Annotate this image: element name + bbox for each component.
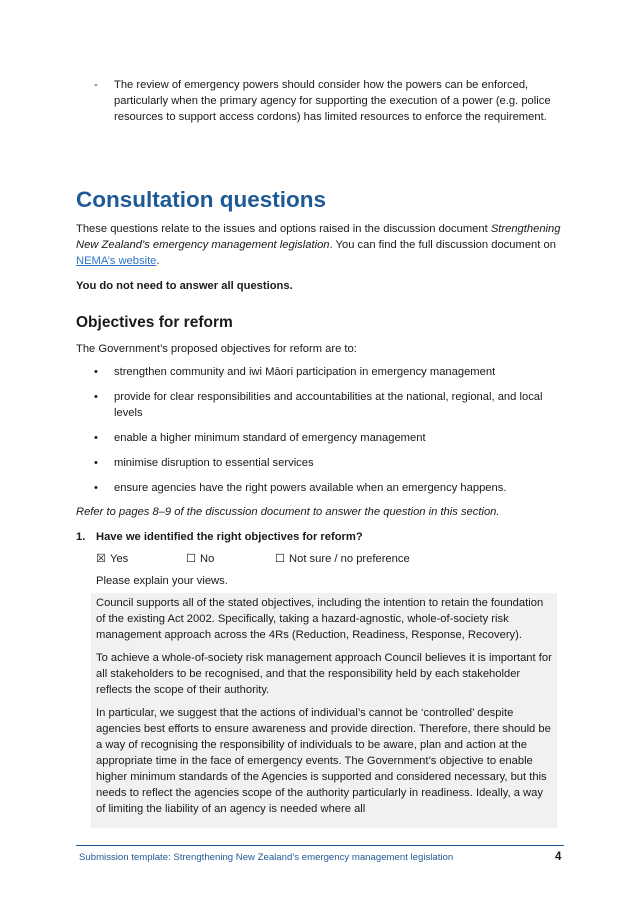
list-item-text: provide for clear responsibilities and accountabilities at the national, regional, and local levels — [114, 391, 543, 419]
checkbox-checked-icon[interactable]: ☒ — [96, 553, 107, 565]
explain-prompt: Please explain your views. — [96, 575, 228, 587]
option-no[interactable] — [186, 551, 214, 567]
bullet-marker: • — [94, 366, 98, 378]
option-label: Not sure / no preference — [289, 553, 410, 565]
checkbox-unchecked-icon[interactable]: ☐ — [275, 553, 286, 565]
section-title: Consultation questions — [76, 187, 326, 212]
option-label: No — [200, 553, 215, 565]
intro-text-after: . You can find the full discussion document on — [329, 239, 556, 251]
list-item-text: minimise disruption to essential services — [114, 457, 314, 469]
footer-divider — [76, 845, 564, 846]
bullet-marker: • — [94, 457, 98, 469]
list-item — [94, 455, 564, 471]
list-item-text: enable a higher minimum standard of emergency management — [114, 432, 426, 444]
list-item-text: ensure agencies have the right powers available when an emergency happens. — [114, 482, 507, 494]
bullet-marker: • — [94, 482, 98, 494]
answer-paragraph: In particular, we suggest that the actions of individual’s cannot be ‘controlled’ despite agencies best efforts to ensure awareness and provide direction. Therefore, there should be a way of recognising the responsibility of individuals to be aware, plan and action at the appropriate time in the face of emergency events. The Government’s objective to enable higher minimum standards of the Agencies is supported and considered necessary, but this needs to reflect the agencies scope of the authority particularly in readiness. Ideally, a way of limiting the liability of an agency is needed where all — [96, 707, 551, 815]
answer-paragraph: Council supports all of the stated objectives, including the intention to retain the foundation of the existing Act 2002. Specifically, taking a hazard-agnostic, whole-of-society risk management approach across the 4Rs (Reduction, Readiness, Response, Recovery). — [96, 597, 544, 641]
list-item — [94, 480, 564, 496]
list-item — [94, 430, 564, 446]
dash-list-item — [94, 77, 564, 125]
question-text: Have we identified the right objectives for reform? — [96, 531, 363, 543]
answer-box[interactable] — [91, 593, 557, 828]
bullet-marker: • — [94, 391, 98, 403]
option-not-sure[interactable] — [275, 551, 410, 567]
list-item — [94, 364, 564, 380]
bold-note: You do not need to answer all questions. — [76, 280, 293, 292]
page-number: 4 — [555, 851, 562, 863]
intro-document-title: Strengthening New Zealand’s emergency management legislation — [76, 223, 561, 251]
objectives-list — [94, 364, 564, 505]
footer-text: Submission template: Strengthening New Zealand’s emergency management legislation — [79, 852, 454, 863]
refer-note: Refer to pages 8–9 of the discussion document to answer the question in this section. — [76, 506, 500, 518]
intro-paragraph — [76, 221, 566, 269]
list-item-text: strengthen community and iwi Māori participation in emergency management — [114, 366, 496, 378]
nema-website-link[interactable]: NEMA’s website — [76, 255, 157, 267]
option-label: Yes — [110, 553, 129, 565]
answer-paragraph: To achieve a whole-of-society risk management approach Council believes it is important for all stakeholders to be recognised, and that the responsibility held by each stakeholder reflects the scope of their authority. — [96, 652, 552, 696]
objectives-lead: The Government’s proposed objectives for reform are to: — [76, 343, 357, 355]
question-number: 1. — [76, 531, 86, 543]
objectives-heading: Objectives for reform — [76, 314, 233, 331]
option-yes[interactable] — [96, 551, 128, 567]
intro-end: . — [156, 255, 160, 267]
checkbox-unchecked-icon[interactable]: ☐ — [186, 553, 197, 565]
dash-item-text: The review of emergency powers should consider how the powers can be enforced, particularly when the primary agency for supporting the execution of a power (e.g. police resources to support access cordons) has limited resources to enforce the requirement. — [114, 79, 551, 123]
list-item — [94, 389, 564, 421]
dash-marker: - — [94, 79, 98, 91]
bullet-marker: • — [94, 432, 98, 444]
intro-text: These questions relate to the issues and options raised in the discussion document — [76, 223, 491, 235]
